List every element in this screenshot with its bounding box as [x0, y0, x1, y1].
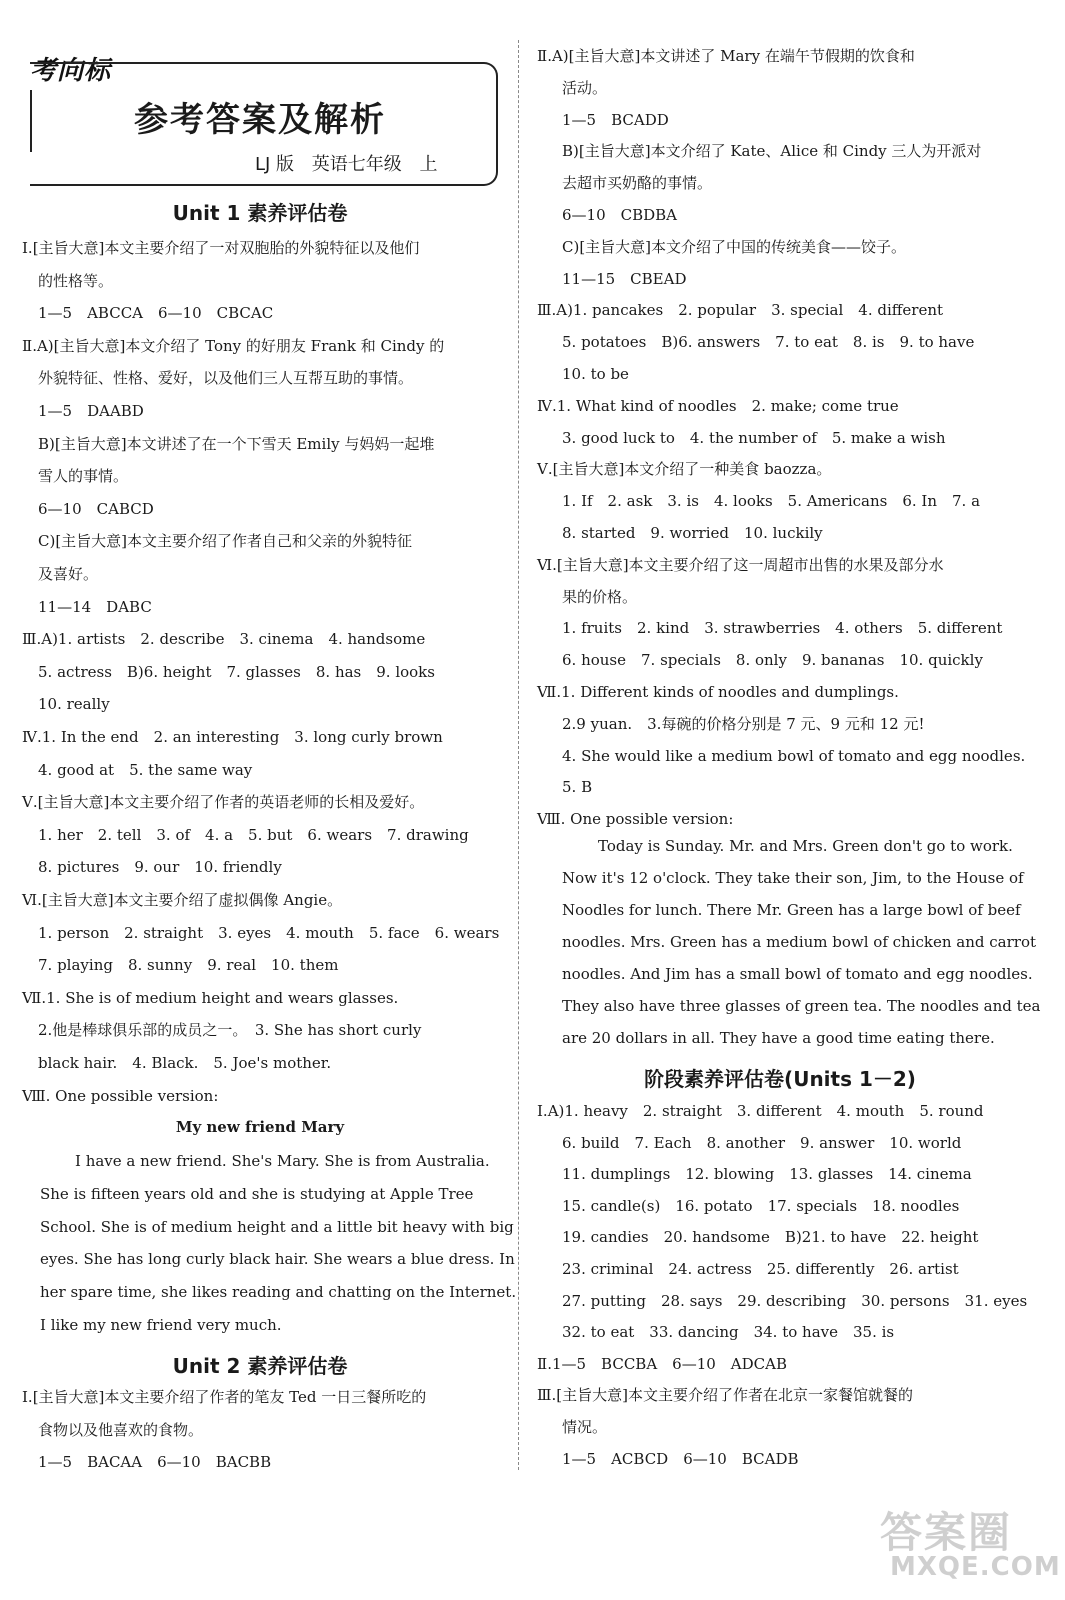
answer-line: Ⅲ.A)1. artists 2. describe 3. cinema 4. handsome	[22, 630, 426, 649]
answer-line: 食物以及他喜欢的食物。	[38, 1420, 204, 1439]
answer-line: Ⅰ.A)1. heavy 2. straight 3. different 4. mouth 5. round	[537, 1102, 984, 1120]
answer-line: 1. If 2. ask 3. is 4. looks 5. Americans 6. In 7. a	[562, 492, 981, 511]
answer-line: 外貌特征、性格、爱好，以及他们三人互帮互助的事情。	[38, 369, 414, 388]
answer-line: 情况。	[562, 1418, 608, 1436]
answer-line: 5. actress B)6. height 7. glasses 8. has 9. looks	[38, 662, 435, 681]
answer-line: Ⅲ.[主旨大意]本文主要介绍了作者在北京一家餐馆就餐的	[537, 1386, 913, 1405]
answer-line: 19. candies 20. handsome B)21. to have 22. height	[562, 1228, 979, 1247]
answer-line: 1—5 DAABD	[38, 402, 144, 420]
answer-line: 8. pictures 9. our 10. friendly	[38, 858, 282, 877]
answer-line: 1. person 2. straight 3. eyes 4. mouth 5. face 6. wears	[38, 923, 500, 942]
essay-line: They also have three glasses of green tea. The noodles and tea	[562, 997, 1041, 1015]
answer-line: 32. to eat 33. dancing 34. to have 35. is	[562, 1323, 895, 1342]
answer-line: 11. dumplings 12. blowing 13. glasses 14. cinema	[562, 1165, 972, 1184]
answer-line: Ⅴ.[主旨大意]本文主要介绍了作者的英语老师的长相及爱好。	[22, 793, 425, 812]
essay-line: School. She is of medium height and a little bit heavy with big	[40, 1217, 514, 1236]
answer-line: 1. fruits 2. kind 3. strawberries 4. others 5. different	[562, 619, 1003, 638]
answer-line: 7. playing 8. sunny 9. real 10. them	[38, 956, 339, 975]
answer-line: 的性格等。	[38, 271, 114, 290]
answer-line: 8. started 9. worried 10. luckily	[562, 524, 823, 542]
essay-line: Today is Sunday. Mr. and Mrs. Green don't go to work.	[598, 837, 1013, 855]
answer-line: 1—5 ABCCA 6—10 CBCAC	[38, 304, 274, 323]
answer-line: black hair. 4. Black. 5. Joe's mother.	[38, 1054, 332, 1072]
answer-line: 2.9 yuan. 3.每碗的价格分别是 7 元、9 元和 12 元!	[562, 714, 925, 733]
watermark	[880, 1500, 1061, 1590]
answer-line: 6. house 7. specials 8. only 9. bananas 10. quickly	[562, 651, 983, 670]
answer-line: Ⅳ.1. In the end 2. an interesting 3. long curly brown	[22, 728, 443, 746]
answer-line: Ⅱ.A)[主旨大意]本文介绍了 Tony 的好朋友 Frank 和 Cindy 的	[22, 336, 445, 355]
stage-title: 阶段素养评估卷(Units 1－2)	[644, 1067, 916, 1091]
essay-line: eyes. She has long curly black hair. She wears a blue dress. In	[40, 1250, 515, 1269]
answer-line: 4. She would like a medium bowl of tomato and egg noodles.	[562, 746, 1026, 765]
page-title: 参考答案及解析	[134, 100, 386, 140]
answer-line: 4. good at 5. the same way	[38, 760, 253, 779]
answer-line: Ⅱ.1—5 BCCBA 6—10 ADCAB	[537, 1354, 787, 1373]
answer-line: Ⅵ.[主旨大意]本文主要介绍了虚拟偶像 Angie。	[22, 891, 343, 909]
answer-line: Ⅳ.1. What kind of noodles 2. make; come true	[537, 396, 899, 415]
unit2-title: Unit 2 素养评估卷	[172, 1354, 348, 1378]
answer-line: C)[主旨大意]本文主要介绍了作者自己和父亲的外貌特征	[38, 532, 413, 551]
watermark-text: 答案圈	[880, 1508, 1013, 1557]
answer-line: 27. putting 28. says 29. describing 30. persons 31. eyes	[562, 1291, 1028, 1310]
answer-line: 15. candle(s) 16. potato 17. specials 18. noodles	[562, 1196, 960, 1215]
answer-line: 10. to be	[562, 365, 629, 383]
answer-line: 6. build 7. Each 8. another 9. answer 10. world	[562, 1133, 962, 1152]
answer-line: Ⅷ. One possible version:	[22, 1086, 219, 1105]
answer-line: Ⅵ.[主旨大意]本文主要介绍了这一周超市出售的水果及部分水	[537, 555, 944, 574]
essay-line: her spare time, she likes reading and chatting on the Internet.	[40, 1283, 517, 1302]
answer-line: 6—10 CBDBA	[562, 206, 678, 224]
brand-text: 考向标	[30, 56, 112, 86]
essay-line: are 20 dollars in all. They have a good time eating there.	[562, 1029, 995, 1047]
answer-line: 活动。	[562, 78, 608, 97]
answer-line: 11—14 DABC	[38, 597, 152, 616]
answer-line: B)[主旨大意]本文介绍了 Kate、Alice 和 Cindy 三人为开派对	[562, 142, 982, 161]
answer-line: 1—5 BACAA 6—10 BACBB	[38, 1453, 272, 1471]
subject: 英语七年级	[311, 154, 402, 175]
unit1-title: Unit 1 素养评估卷	[172, 201, 348, 225]
answer-line: 果的价格。	[562, 587, 638, 606]
answer-line: 1—5 ACBCD 6—10 BCADB	[562, 1449, 799, 1468]
answer-line: C)[主旨大意]本文介绍了中国的传统美食——饺子。	[562, 237, 907, 256]
essay-line: I like my new friend very much.	[40, 1316, 282, 1334]
watermark-url: MXQE.COM	[890, 1552, 1061, 1582]
answer-line: 去超市买奶酪的事情。	[562, 174, 713, 193]
answer-line: Ⅰ.[主旨大意]本文主要介绍了作者的笔友 Ted 一日三餐所吃的	[22, 1388, 427, 1406]
essay-line: noodles. And Jim has a small bowl of tomato and egg noodles.	[562, 965, 1033, 983]
answer-line: 雪人的事情。	[38, 467, 129, 486]
volume: 上	[419, 154, 438, 175]
answer-line: 及喜好。	[38, 565, 99, 583]
essay-line: noodles. Mrs. Green has a medium bowl of chicken and carrot	[562, 933, 1037, 951]
answer-line: 3. good luck to 4. the number of 5. make a wish	[562, 428, 946, 447]
answer-line: 5. B	[562, 778, 593, 797]
answer-line: Ⅱ.A)[主旨大意]本文讲述了 Mary 在端午节假期的饮食和	[537, 47, 915, 65]
answer-line: Ⅶ.1. She is of medium height and wears glasses.	[22, 988, 399, 1007]
essay-line: She is fifteen years old and she is studying at Apple Tree	[40, 1184, 474, 1203]
answer-line: 2.他是棒球俱乐部的成员之一。 3. She has short curly	[38, 1021, 422, 1040]
answer-line: 6—10 CABCD	[38, 499, 154, 518]
answer-line: Ⅶ.1. Different kinds of noodles and dumplings.	[537, 683, 899, 701]
column-divider	[518, 40, 519, 1470]
essay-line: Noodles for lunch. There Mr. Green has a large bowl of beef	[562, 901, 1021, 919]
answer-line: B)[主旨大意]本文讲述了在一个下雪天 Emily 与妈妈一起堆	[38, 434, 435, 453]
essay-line: I have a new friend. She's Mary. She is from Australia.	[75, 1152, 490, 1170]
answer-line: Ⅴ.[主旨大意]本文介绍了一种美食 baozza。	[537, 460, 832, 479]
answer-line: Ⅰ.[主旨大意]本文主要介绍了一对双胞胎的外貌特征以及他们	[22, 239, 420, 257]
edition-line	[255, 150, 450, 176]
answer-line: 1—5 BCADD	[562, 110, 669, 129]
essay-title-left: My new friend Mary	[175, 1118, 345, 1136]
answer-line: 11—15 CBEAD	[562, 269, 687, 288]
answer-line: Ⅷ. One possible version:	[537, 810, 734, 829]
essay-line: Now it's 12 o'clock. They take their son, Jim, to the House of	[562, 869, 1024, 887]
answer-line: Ⅲ.A)1. pancakes 2. popular 3. special 4. different	[537, 301, 944, 320]
answer-line: 1. her 2. tell 3. of 4. a 5. but 6. wears 7. drawing	[38, 825, 469, 844]
answer-line: 5. potatoes B)6. answers 7. to eat 8. is 9. to have	[562, 333, 975, 352]
answer-line: 23. criminal 24. actress 25. differently 26. artist	[562, 1260, 959, 1278]
answer-line: 10. really	[38, 695, 110, 714]
edition: LJ 版	[255, 154, 295, 175]
